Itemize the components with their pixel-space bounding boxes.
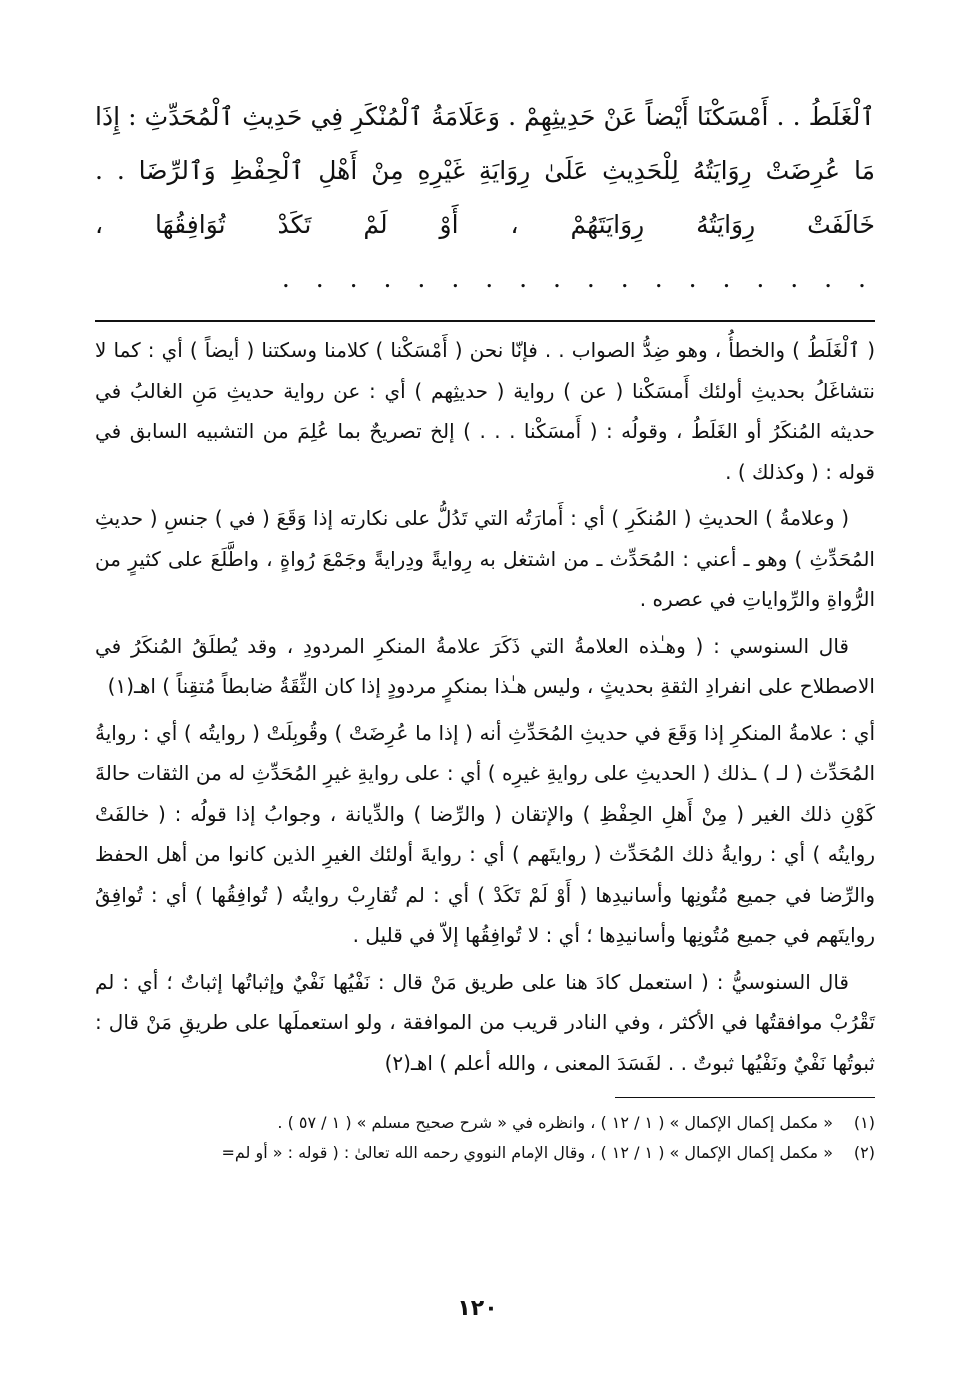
footnote xyxy=(95,1108,875,1138)
footnote-text: « مكمل إكمال الإكمال » ( ١ / ١٢ ) ، وقال الإمام النووي رحمه الله تعالىٰ : ( قوله : « أو لم= xyxy=(221,1143,833,1162)
matn-separator xyxy=(95,320,875,322)
matn-text xyxy=(95,90,875,306)
footnotes xyxy=(95,1108,875,1168)
commentary-paragraph: قال السنوسيُّ : ( استعمل كادَ هنا على طريق مَنْ قال : نَفْيُها نَفْيٌ وإثباتُها إثباتٌ ؛ أي : لم تَقْرُبْ موافقتُها في الأكثر ، وفي النادر قريب من الموافقة ، ولو استعملَها على طريقِ مَنْ قال : ثبوتُها نَفْيٌ ونَفْيُها ثبوتٌ . . لفَسَدَ المعنى ، والله أعلم ) اهـ(٢) xyxy=(95,969,875,1075)
commentary-paragraph: أي : علامةُ المنكرِ إذا وَقَعَ في حديثِ المُحَدِّثِ أنه ( إذا ما عُرِضَتْ ) وقُوبِلَتْ ( روايتُه ) أي : روايةُ المُحَدِّث ( لـ ) ـذلك ( الحديثِ على روايةِ غيرِه ) أي : على روايةِ غيرِ المُحَدِّثِ له من الثقات حالةَ كَوْنِ ذلك الغير ( مِنْ أَهلِ الحِفْظِ ) والإتقان ( والرِّضا ) والدِّيانة ، وجوابُ إذا قولُه : ( خالفَتْ روايتُه ) أي : روايةُ ذلك المُحَدِّث ( روايتَهم ) أي : روايةَ أولئك الغيرِ الذين كانوا من أهل الحفظ والرِّضا في جميع مُتُونِها وأسانيدِها ( أَوْ لَمْ تَكَدْ ) أي : لم تُقارِبْ روايتُه ( تُوافِقُها ) أي : تُوافِقُ روايتَهم في جميع مُتُونِها وأسانيدِها ؛ أي : لا تُوافِقُها إلاّ في قليل . xyxy=(95,720,875,947)
page-number: ١٢٠ xyxy=(457,1296,498,1321)
commentary-paragraph: قال السنوسي : ( وهـٰذه العلامةُ التي ذَكَرَ علامةُ المنكرِ المردودِ ، وقد يُطلَقُ المُنكَرُ في الاصطلاح على انفرادِ الثقةِ بحديثٍ ، وليس هـٰذا بمنكرٍ مردودٍ إذا كان الثِّقَةُ ضابطاً مُتقِناً ) اهـ(١) xyxy=(95,633,875,698)
footnote xyxy=(95,1138,875,1168)
page-body xyxy=(95,90,875,1168)
commentary xyxy=(95,330,875,1083)
footnote-separator xyxy=(615,1097,875,1098)
footnote-text: « مكمل إكمال الإكمال » ( ١ / ١٢ ) ، وانظره في « شرح صحيح مسلم » ( ١ / ٥٧ ) . xyxy=(277,1113,833,1132)
matn-verse: ٱلْغَلَطُ . . أَمْسَكْنَا أَيْضاً عَنْ حَدِيثِهِمْ . وَعَلَامَةُ ٱلْمُنْكَرِ فِي حَدِيثِ ٱلْمُحَدِّثِ : إِذَا مَا عُرِضَتْ رِوَايَتُهُ لِلْحَدِيثِ عَلَىٰ رِوَايَةِ غَيْرِهِ مِنْ أَهْلِ ٱلْحِفْظِ وَٱلرِّضَا . . خَالَفَتْ رِوَايَتُهُ رِوَايَتَهُمْ ، أَوْ لَمْ تَكَدْ تُوَافِقُهَا ، xyxy=(95,102,875,239)
footnote-number: (١) xyxy=(853,1113,875,1132)
commentary-paragraph: ( ٱلْغَلَطُ ) والخطأُ ، وهو ضِدُّ الصواب . . فإنّا نحن ( أَمْسَكْنا ) كلامنا وسكتنا ( أيضاً ) أي : كما لا نتشاغَلُ بحديثِ أولئك أَمسَكْنا ( عن ) رواية ( حديثِهم ) أي : عن رواية حديثِ مَنِ الغالبُ في حديثه المُنكَرُ أو الغَلَطُ ، وقولُه : ( أَمسَكْنا . . . ) إلخ تصريحٌ بما عُلِمَ من التشبيه السابق في قوله : ( وكذلك ) . xyxy=(95,338,875,484)
commentary-paragraph: ( وعلامةُ ) الحديثِ ( المُنكَرِ ) أي : أَمارَتُه التي تَدُلُّ على نكارته إذا وَقَعَ ( في ) جنسِ ( حديثِ المُحَدِّثِ ) وهو ـ أعني : المُحَدِّث ـ من اشتغل به رِوايةً ودِرايةً وجَمْعَ رُواةٍ ، واطَّلَعَ على كثيرٍ من الرُّواةِ والرِّواياتِ في عصره . xyxy=(95,506,875,611)
matn-trailing-dots: . . . . . . . . . . . . . . . . . . xyxy=(281,264,875,293)
footnote-number: (٢) xyxy=(853,1143,875,1162)
